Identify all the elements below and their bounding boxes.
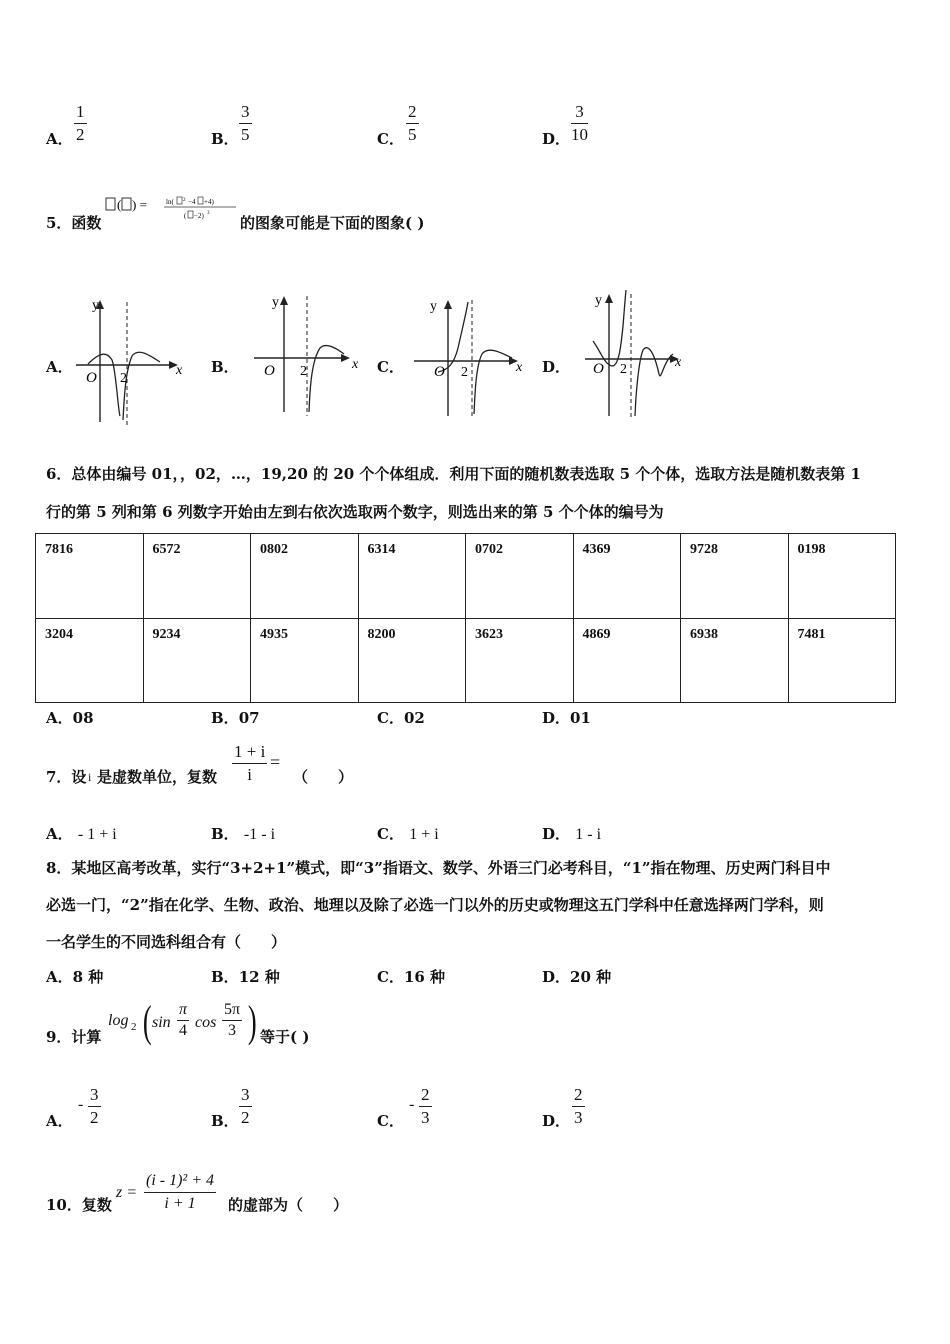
q4-option-c-label: C． [377,130,404,148]
q6-text-line2: 行的第 5 列和第 6 列数字开始由左到右依次选取两个数字，则选出来的第 5 个个体的编号为 [46,503,664,521]
q7-option-b-value: -1 - i [243,826,276,843]
q9-prefix: 9．计算 [46,1028,102,1046]
q10-den: i + 1 [164,1195,196,1212]
q7-option-c [377,823,439,844]
random-number-table [35,533,896,703]
q4-option-c-fraction [406,101,419,146]
q9-close-paren: ) [247,997,257,1046]
q4-option-d-den: 10 [571,125,588,144]
q6-option-a-letter: A． [46,709,73,727]
q9-option-d-num: 2 [574,1085,583,1104]
origin-label: O [264,363,275,379]
q5-prefix: 5．函数 [46,214,102,232]
table-cell: 6572 [143,534,251,619]
q9-option-a-sign: - [78,1096,84,1113]
q4-option-b-num: 3 [241,102,250,121]
x-label: x [516,360,523,375]
y-label: y [595,293,602,308]
table-cell: 7481 [788,618,896,703]
y-axis-arrow-icon [605,294,613,303]
q9-suffix: 等于( ) [260,1028,310,1046]
table-cell: 7816 [36,534,144,619]
q4-option-d-label: D． [542,130,571,148]
q7-num: 1 + i [234,742,266,761]
q9-option-b-fraction [239,1084,252,1129]
q6-option-b-letter: B． [211,709,239,727]
table-cell: 0198 [788,534,896,619]
q4-option-b-den: 5 [241,125,250,144]
q9-option-c-den: 3 [421,1108,430,1127]
svg-text:+4): +4) [204,198,214,206]
q9-option-b-label: B． [211,1112,239,1130]
q8-option-d-value: 20 种 [570,968,612,986]
q6-option-c [377,707,425,728]
q7-option-d-value: 1 - i [575,826,602,843]
q9-option-a-fraction [88,1084,101,1129]
x-label: x [352,357,359,372]
q4-option-c-num: 2 [408,102,417,121]
q7-middle: 是虚数单位，复数 [97,768,218,786]
q6-option-d-value: 01 [570,709,591,727]
q7-option-a [46,823,117,844]
q9-cos: cos [195,1014,217,1031]
q5-graph-b-label: B． [211,358,239,376]
table-cell: 8200 [358,618,466,703]
y-axis-arrow-icon [444,300,452,309]
x-label: x [176,363,183,378]
table-cell: 0702 [466,534,574,619]
q4-option-a-label: A． [46,130,73,148]
svg-text:ln(: ln( [166,198,174,206]
q5-graph-c-label: C． [377,358,404,376]
q7-paren: （ ） [293,768,354,786]
q9-four: 4 [179,1022,187,1039]
origin-label: O [86,370,97,386]
q9-three: 3 [228,1022,237,1039]
q9-option-d-fraction [572,1084,585,1129]
x-axis-arrow-icon [341,354,350,362]
table-cell: 4369 [573,534,681,619]
q6-option-c-letter: C． [377,709,404,727]
q9-option-d-den: 3 [574,1108,583,1127]
svg-text:) =: ) = [132,197,147,212]
q9-log: log [108,1012,129,1029]
svg-text:3: 3 [207,211,210,216]
curve [438,302,512,414]
q8-text-line2: 必选一门，“2”指在化学、生物、政治、地理以及除了必选一门以外的历史或物理这五门学科中任意选择两门学科，则 [46,896,824,914]
tick-label: 2 [620,362,627,377]
y-axis-arrow-icon [280,296,288,305]
origin-label: O [593,361,604,377]
q9-sin: sin [152,1014,171,1031]
q4-option-b-fraction [239,101,252,146]
q9-open-paren: ( [142,997,152,1046]
q7-fraction [232,741,267,786]
q8-text-line3: 一名学生的不同选科组合有（ ） [46,933,287,951]
q7-option-d [542,823,601,844]
q8-text-line1: 8．某地区高考改革，实行“3+2+1”模式，即“3”指语文、数学、外语三门必考科目，“1”指在物理、历史两门科目中 [46,859,831,877]
q9-option-a-num: 3 [90,1085,99,1104]
q8-option-b [211,966,280,987]
q8-option-d-letter: D． [542,968,571,986]
q5-graph-d-label: D． [542,358,571,376]
q5-graph-b [250,290,375,420]
q10-prefix: 10．复数 [46,1196,112,1214]
q4-option-a-num: 1 [76,102,85,121]
q5-graph-a-label: A． [46,358,73,376]
q9-frac-5pi3 [222,1000,242,1041]
tick-label: 2 [300,364,307,379]
table-cell: 0802 [251,534,359,619]
q5-suffix: 的图象可能是下面的图象( ) [240,214,425,232]
q9-option-a-den: 2 [90,1108,99,1127]
q4-option-a-fraction [74,101,87,146]
q9-option-c-num: 2 [421,1085,430,1104]
q7-option-c-letter: C． [377,825,404,843]
q9-option-c-sign: - [409,1096,415,1113]
tick-label: 2 [120,371,127,386]
origin-label: O [434,364,445,380]
table-cell: 6314 [358,534,466,619]
tick-label: 2 [461,365,468,380]
q8-option-d [542,966,611,987]
q10-z: z = [116,1184,138,1201]
q7-prefix: 7．设 [46,768,87,786]
q7-den: i [247,765,253,784]
table-cell: 6938 [681,618,789,703]
q8-option-c-value: 16 种 [403,968,446,986]
q9-option-a-label: A． [46,1112,73,1130]
table-cell: 4935 [251,618,359,703]
table-row [36,534,896,619]
svg-text:(: ( [117,197,122,212]
q6-option-a-value: 08 [72,709,94,727]
q9-base: 2 [131,1021,137,1033]
q9-option-c-fraction [419,1084,432,1129]
q5-formula-image [104,194,238,228]
q8-option-b-letter: B． [211,968,239,986]
y-label: y [92,298,99,313]
q8-option-a-letter: A． [46,968,73,986]
q5-graph-c [412,292,540,422]
q9-frac-pi4 [177,1000,189,1041]
q7-option-d-letter: D． [542,825,571,843]
q5-graph-d [583,286,693,426]
q6-option-a [46,707,94,728]
q7-option-c-value: 1 + i [409,826,439,843]
table-cell: 3623 [466,618,574,703]
q9-pi: π [179,1001,188,1018]
q8-option-a [46,966,103,987]
curve [593,290,673,416]
q7-i-symbol: i [88,770,92,784]
q9-formula [104,998,260,1050]
q9-option-b-num: 3 [241,1085,250,1104]
q9-option-c-label: C． [377,1112,404,1130]
q10-suffix: 的虚部为（ ） [228,1196,349,1214]
x-label: x [675,355,682,370]
curve [88,352,160,420]
q4-option-c-den: 5 [408,125,417,144]
q10-num: (i - 1)² + 4 [146,1172,215,1189]
q5-graph-a [68,292,193,432]
q6-option-d-letter: D． [542,709,571,727]
q9-option-b-den: 2 [241,1108,250,1127]
table-cell: 9234 [143,618,251,703]
table-cell: 9728 [681,534,789,619]
table-cell: 4869 [573,618,681,703]
q8-option-b-value: 12 种 [238,968,280,986]
q8-option-c [377,966,445,987]
q9-five-pi: 5π [224,1001,241,1018]
q7-option-b-letter: B． [211,825,239,843]
svg-text:2: 2 [183,198,186,203]
y-label: y [272,295,279,310]
q4-option-a-den: 2 [76,125,85,144]
svg-text:−2): −2) [194,212,204,220]
curve [309,346,344,412]
q8-option-c-letter: C． [377,968,404,986]
table-row [36,618,896,703]
q9-option-d-label: D． [542,1112,571,1130]
q6-option-d [542,707,591,728]
q7-equals: = [270,752,281,772]
q6-text-line1: 6．总体由编号 01，，02，…，19,20 的 20 个个体组成．利用下面的随机数表选取 5 个个体，选取方法是随机数表第 1 [46,465,861,483]
q7-option-a-value: - 1 + i [77,826,117,843]
q6-option-b-value: 07 [238,709,260,727]
q10-fraction [144,1170,216,1215]
svg-text:(: ( [184,212,187,220]
q4-option-d-num: 3 [575,102,584,121]
q4-option-b-label: B． [211,130,239,148]
y-label: y [430,299,437,314]
q4-option-d-fraction [571,101,588,146]
q6-option-c-value: 02 [403,709,425,727]
q7-option-a-letter: A． [46,825,73,843]
table-cell: 3204 [36,618,144,703]
svg-text:−4: −4 [188,198,196,206]
q6-option-b [211,707,260,728]
q7-option-b [211,823,275,844]
q8-option-a-value: 8 种 [72,968,104,986]
